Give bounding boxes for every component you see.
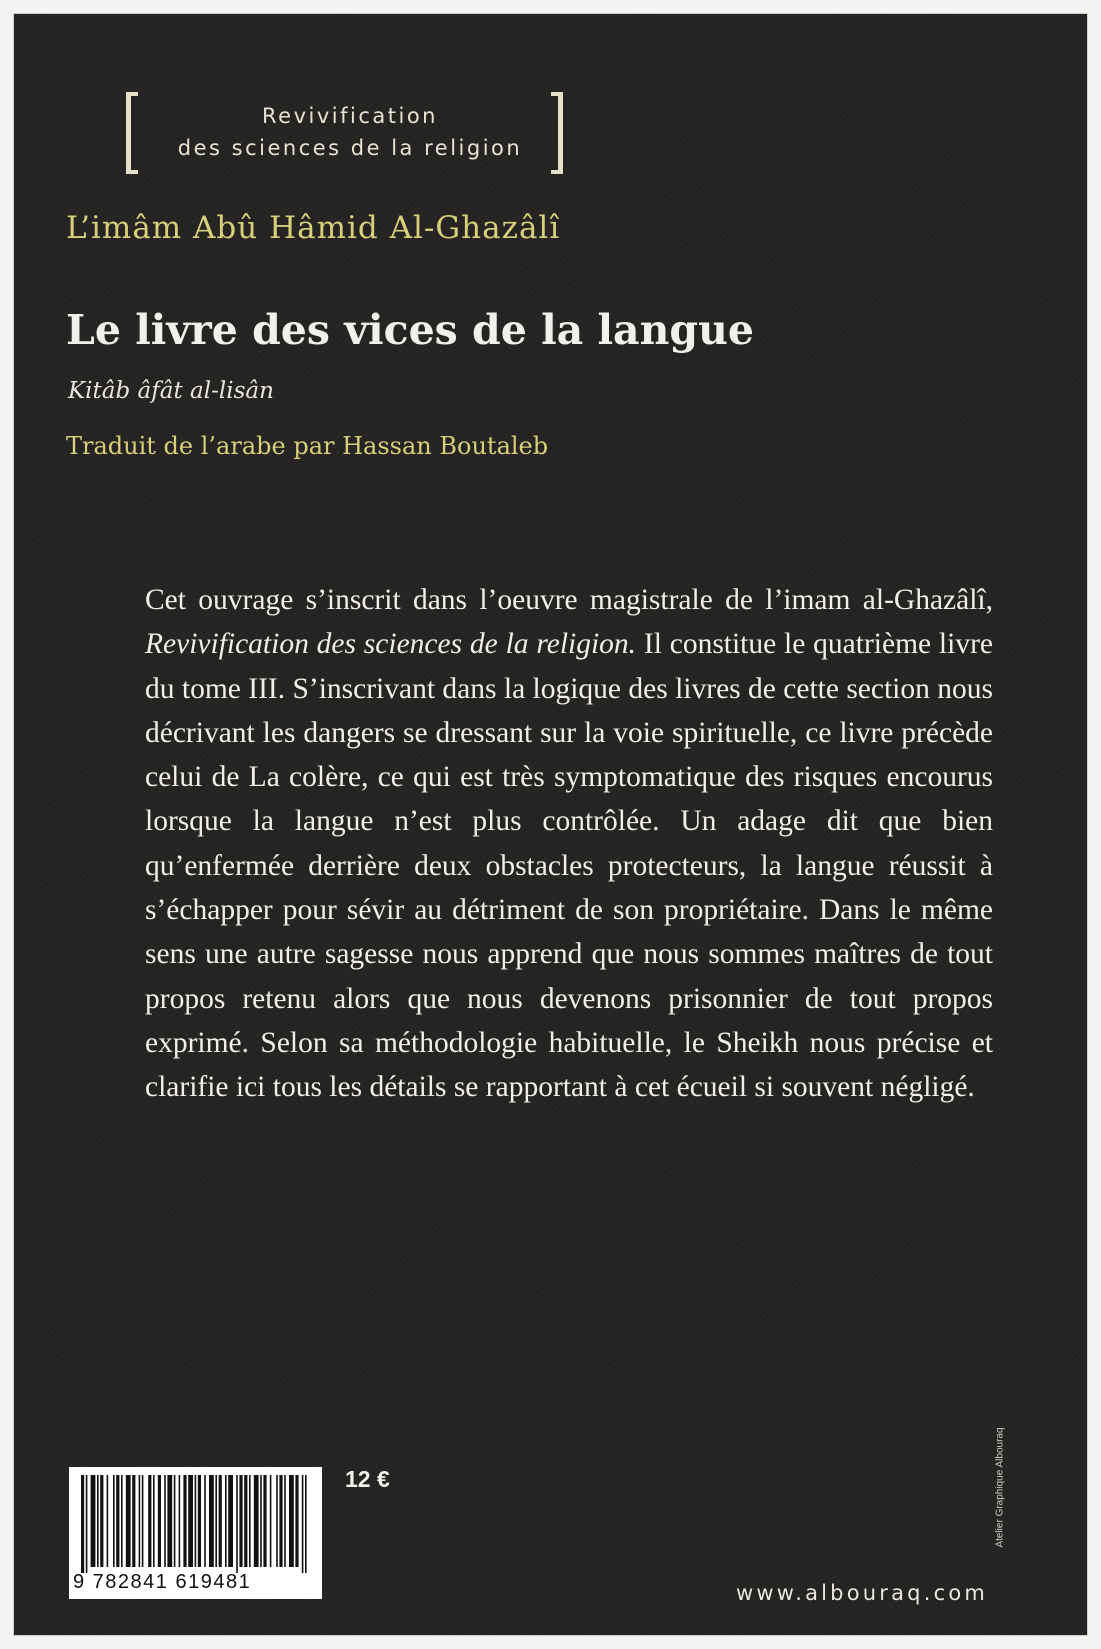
- barcode-bar: [164, 1475, 166, 1567]
- barcode-bar: [254, 1475, 259, 1567]
- barcode-bar: [260, 1475, 262, 1567]
- barcode-bar: [116, 1475, 119, 1567]
- price: 12 €: [345, 1466, 390, 1492]
- barcode-bar: [239, 1475, 242, 1567]
- barcode-bar: [126, 1475, 131, 1567]
- barcode-bar: [97, 1475, 99, 1567]
- barcode-bar: [284, 1475, 286, 1567]
- author-name: L’imâm Abû Hâmid Al-Ghazâlî: [66, 210, 561, 246]
- barcode-bar: [148, 1475, 151, 1567]
- barcode-bar: [295, 1475, 298, 1567]
- barcode-bar: [198, 1475, 201, 1567]
- description-part-2: Il constitue le quatrième livre du tome III. S’inscrivant dans la logique des livres de cette section nous décrivant les dangers se dressant sur la voie spirituelle, ce livre précède celui de La colère, ce qui est très symptomatique des risques encourus lorsque la langue n’est plus contrôlée. Un adage dit que bien qu’enfermée derrière deux obstacles protecteurs, la langue réussit à s’échapper pour sévir au détriment de son propriétaire. Dans le même sens une autre sagesse nous apprend que nous sommes maîtres de tout propos retenu alors que nous devenons prisonnier de tout propos exprimé. Selon sa méthodologie habituelle, le Sheikh nous précise et clarifie ici tous les détails se rapportant à cet écueil si souvent négligé.: [145, 628, 993, 1104]
- right-bracket: [551, 92, 563, 174]
- translator-credit: Traduit de l’arabe par Hassan Boutaleb: [66, 432, 549, 460]
- barcode-bar: [167, 1475, 172, 1567]
- barcode-bar: [100, 1475, 103, 1567]
- barcode-bar: [174, 1475, 176, 1567]
- book-description: [145, 578, 993, 1110]
- barcode-bar: [81, 1475, 84, 1573]
- barcode-bar: [249, 1475, 251, 1567]
- barcode-bar: [158, 1475, 161, 1567]
- book-title: Le livre des vices de la langue: [66, 306, 754, 354]
- barcode-bar: [153, 1475, 155, 1567]
- barcode-bar: [302, 1475, 304, 1573]
- barcode-bar: [270, 1475, 272, 1567]
- barcode-bar: [183, 1475, 186, 1567]
- barcode-bar: [305, 1475, 307, 1573]
- barcode-bar: [276, 1475, 278, 1567]
- barcode-bar: [142, 1475, 144, 1567]
- barcode-bars: [81, 1475, 311, 1573]
- book-back-cover: [14, 14, 1087, 1635]
- barcode-bar: [244, 1475, 247, 1567]
- barcode-bar: [139, 1475, 141, 1567]
- barcode-bar: [236, 1475, 238, 1573]
- barcode-bar: [228, 1475, 233, 1567]
- barcode-bar: [132, 1475, 135, 1567]
- barcode: [69, 1467, 322, 1599]
- description-italic-title: Revivification des sciences de la religion.: [145, 628, 637, 661]
- series-title: [152, 100, 548, 164]
- publisher-website: www.albouraq.com: [736, 1581, 989, 1605]
- barcode-bar: [86, 1475, 88, 1573]
- left-bracket: [126, 92, 138, 174]
- book-subtitle: Kitâb âfât al-lisân: [68, 378, 274, 404]
- barcode-bar: [209, 1475, 214, 1567]
- barcode-bar: [113, 1475, 115, 1567]
- barcode-bar: [289, 1475, 294, 1567]
- isbn-number: 9 782841 619481: [73, 1571, 252, 1593]
- description-part-1: Cet ouvrage s’inscrit dans l’oeuvre magistrale de l’imam al-Ghazâlî,: [145, 584, 993, 616]
- barcode-bar: [215, 1475, 217, 1567]
- barcode-bar: [107, 1475, 109, 1567]
- barcode-bar: [91, 1475, 96, 1567]
- barcode-bar: [219, 1475, 222, 1567]
- barcode-bar: [263, 1475, 266, 1567]
- barcode-bar: [188, 1475, 193, 1567]
- barcode-bar: [204, 1475, 206, 1567]
- barcode-bar: [225, 1475, 227, 1567]
- barcode-bar: [279, 1475, 282, 1567]
- barcode-bar: [195, 1475, 197, 1567]
- series-line-1: Revivification: [262, 104, 438, 128]
- series-line-2: des sciences de la religion: [177, 136, 523, 160]
- design-credit: Atelier Graphique Albouraq: [994, 1427, 1006, 1548]
- barcode-bar: [121, 1475, 123, 1567]
- barcode-bar: [179, 1475, 181, 1567]
